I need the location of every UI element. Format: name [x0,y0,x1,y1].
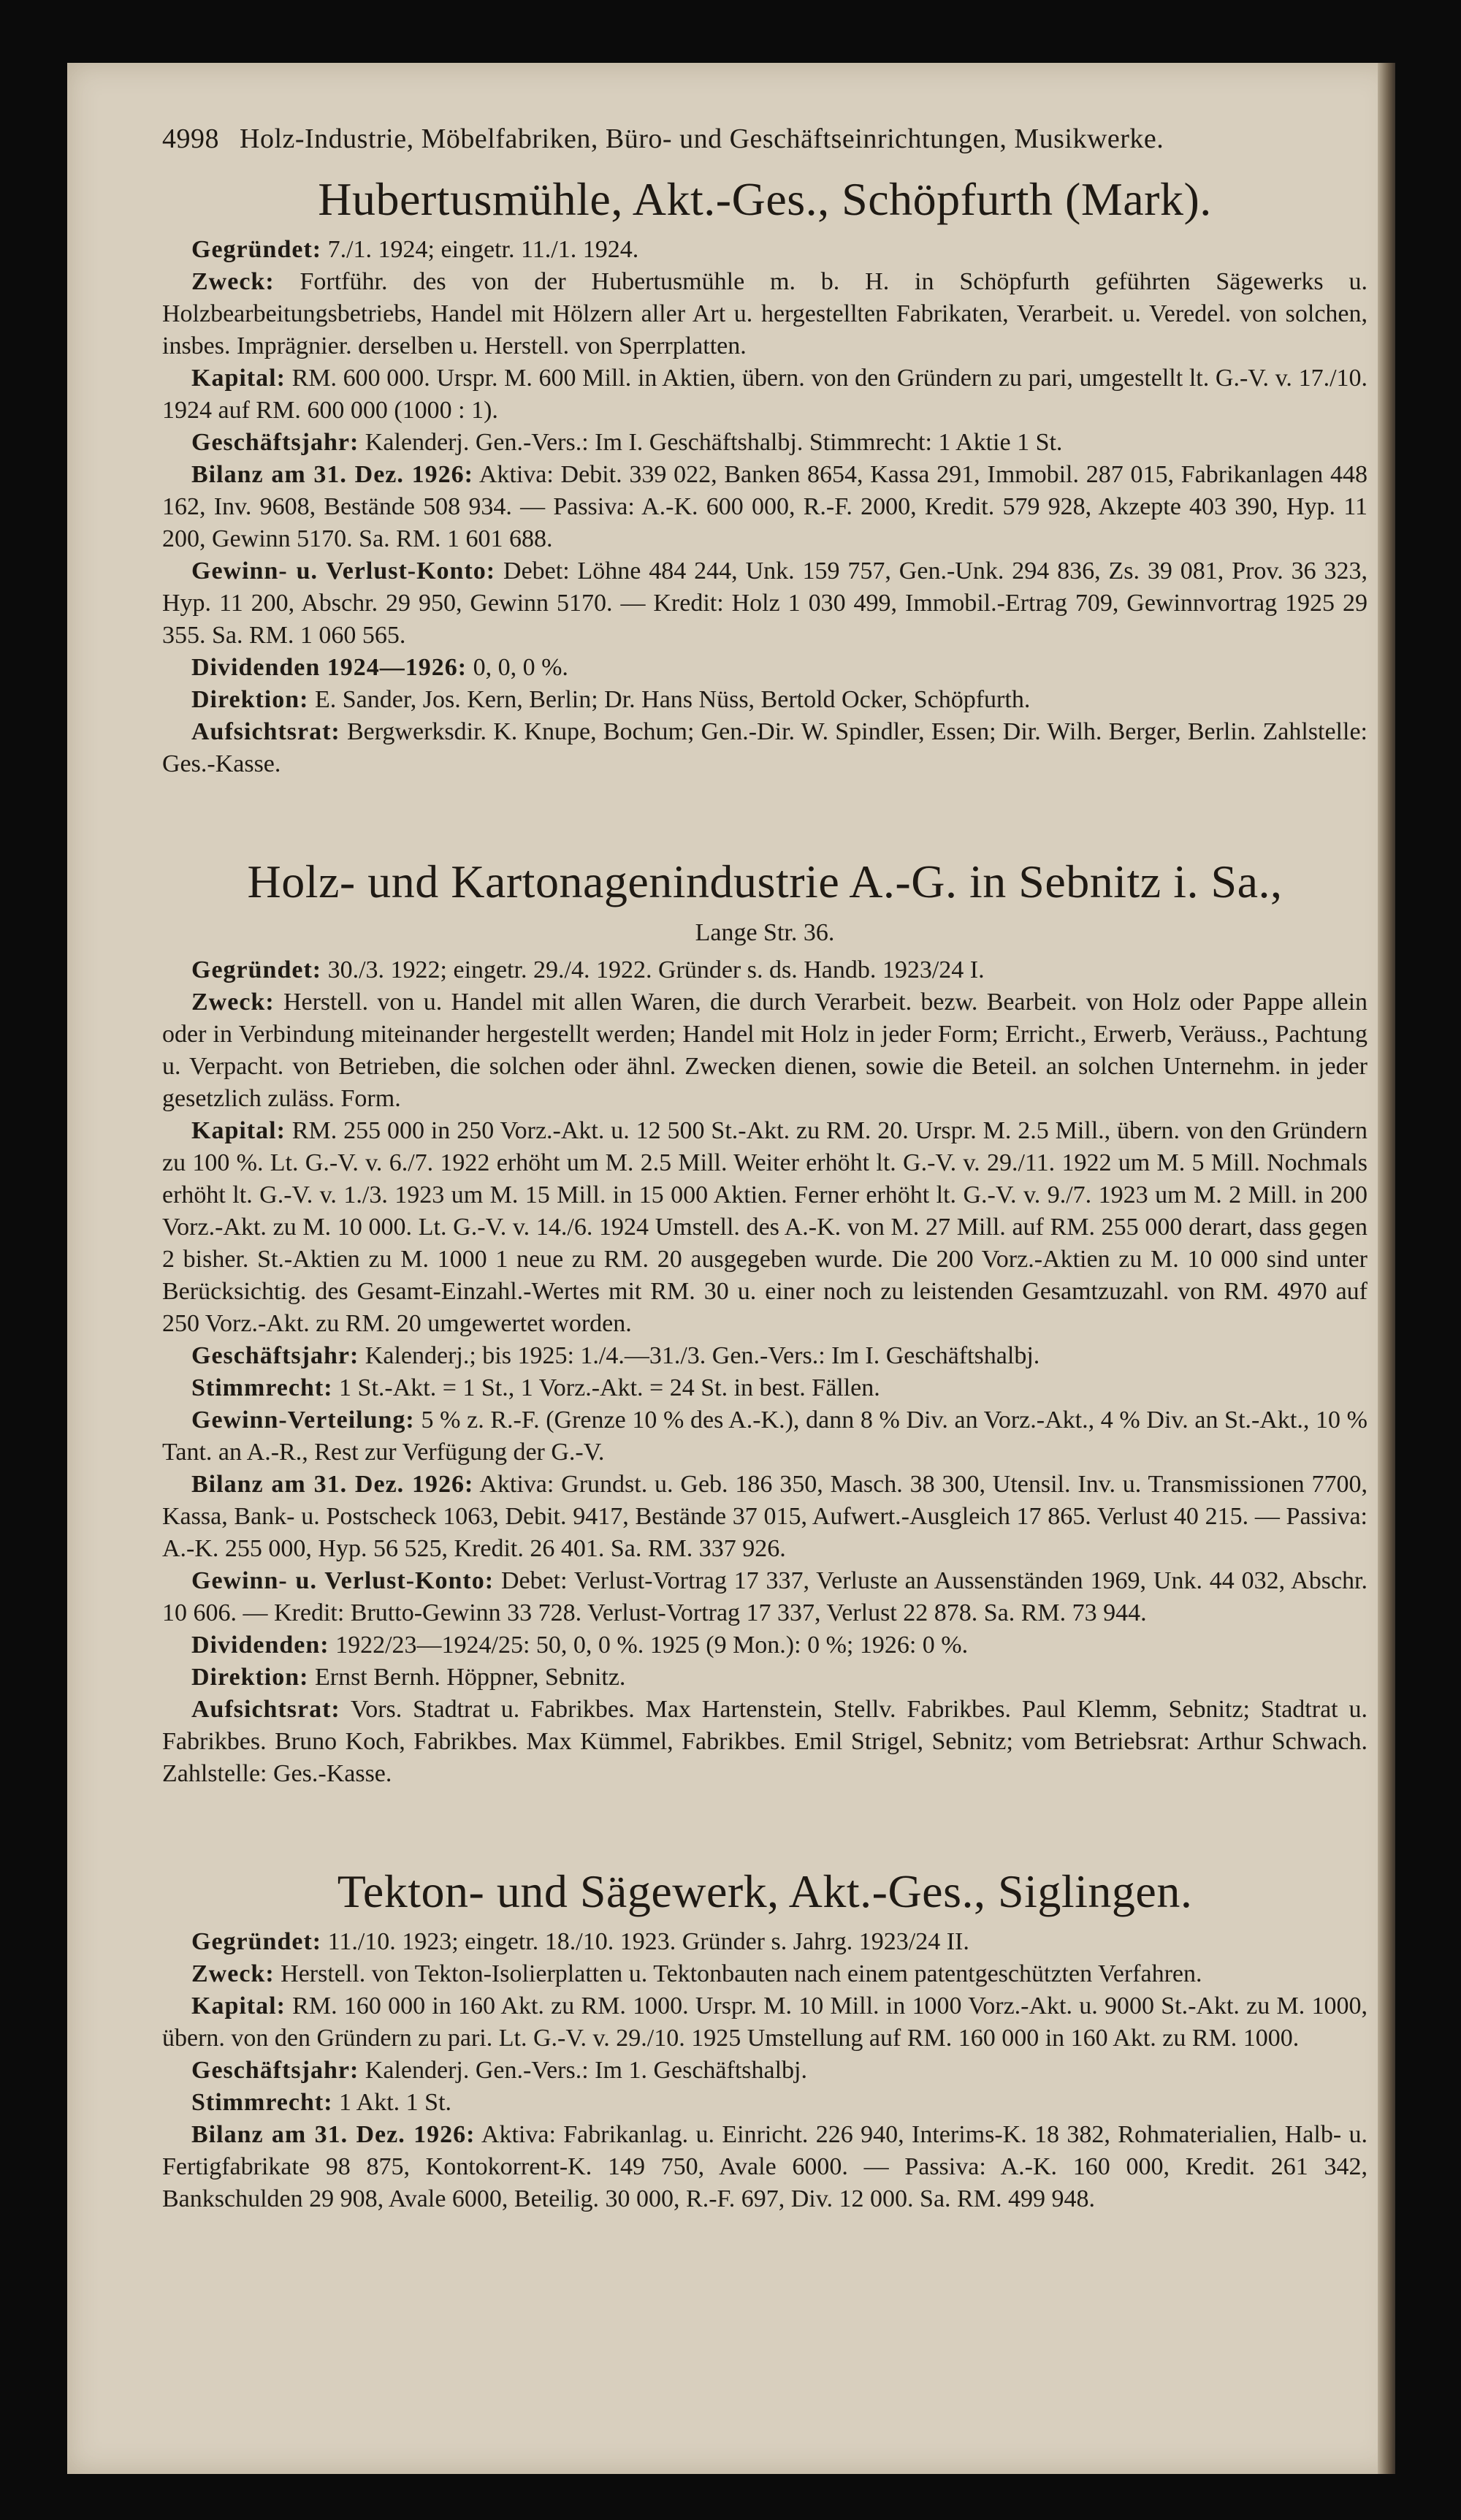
paragraph-label: Stimmrecht: [191,1374,333,1401]
paragraph-label: Zweck: [191,989,275,1016]
paragraph-label: Bilanz am 31. Dez. 1926: [191,461,473,488]
paragraph-label: Aufsichtsrat: [191,1696,340,1723]
paragraph-text: RM. 160 000 in 160 Akt. zu RM. 1000. Urspr. M. 10 Mill. in 1000 Vorz.-Akt. u. 9000 St.-Akt. zu M. 1000, übern. von den Gründern zu pari. Lt. G.-V. v. 29./10. 1925 Umstellung auf RM. 160 000 in 160 Akt. zu RM. 1000. [162,1992,1368,2052]
entry-paragraph [162,427,1367,459]
entry-paragraph [162,555,1367,652]
page-content [162,121,1367,2215]
paragraph-label: Aufsichtsrat: [191,718,340,745]
paragraph-label: Kapital: [191,1992,286,2020]
entry-paragraph [162,266,1367,362]
paragraph-text: Debet: Verlust-Vortrag 17 337, Verluste an Aussenständen 1969, Unk. 44 032, Abschr. 10 606. — Kredit: Brutto-Gewinn 33 728. Verlust-Vortrag 17 337, Verlust 22 878. Sa. RM. 73 944. [162,1567,1367,1626]
paragraph-text: Kalenderj. Gen.-Vers.: Im I. Geschäftshalbj. Stimmrecht: 1 Aktie 1 St. [365,429,1063,456]
paragraph-label: Zweck: [191,268,275,295]
company-entry [162,852,1367,1790]
entry-paragraph [162,459,1367,555]
paragraph-text: 0, 0, 0 %. [473,654,568,681]
running-head [162,121,1367,156]
entry-paragraph [162,1990,1367,2055]
paragraph-label: Gewinn-Verteilung: [191,1406,415,1434]
entry-paragraph [162,1404,1367,1469]
company-address: Lange Str. 36. [695,919,835,946]
paragraph-label: Direktion: [191,1664,309,1691]
paragraph-text: Bergwerksdir. K. Knupe, Bochum; Gen.-Dir. W. Spindler, Essen; Dir. Wilh. Berger, Berlin. Zahlstelle: Ges.-Kasse. [162,718,1367,777]
company-heading: Hubertusmühle, Akt.-Ges., Schöpfurth (Mark). [318,173,1212,225]
book-page [67,63,1395,2474]
paragraph-label: Geschäftsjahr: [191,2057,359,2084]
paragraph-label: Stimmrecht: [191,2089,333,2116]
entry-paragraph [162,1926,1367,1958]
entries [162,170,1367,2215]
entry-paragraph [162,986,1367,1115]
paragraph-text: 5 % z. R.-F. (Grenze 10 % des A.-K.), dann 8 % Div. an Vorz.-Akt., 4 % Div. an St.-Akt., 10 % Tant. an A.-R., Rest zur Verfügung der G.-V. [162,1406,1368,1466]
company-heading: Holz- und Kartonagenindustrie A.-G. in Sebnitz i. Sa., [247,856,1283,907]
entry-paragraph [162,234,1367,266]
entry-paragraph [162,1661,1367,1694]
entry-paragraph [162,1694,1367,1790]
entry-paragraph [162,1469,1367,1565]
paragraph-label: Gegründet: [191,956,322,983]
company-entry [162,1862,1367,2215]
paragraph-text: 7./1. 1924; eingetr. 11./1. 1924. [327,236,639,263]
paragraph-text: Aktiva: Grundst. u. Geb. 186 350, Masch. 38 300, Utensil. Inv. u. Transmissionen 7700, Kassa, Bank- u. Postscheck 1063, Debit. 9417, Bestände 37 015, Aufwert.-Ausgleich 17 865. Verlust 40 215. — Passiva: A.-K. 255 000, Hyp. 56 525, Kredit. 26 401. Sa. RM. 337 926. [162,1471,1368,1562]
entry-paragraph [162,2055,1367,2087]
entry-spacer [162,1790,1367,1849]
entry-paragraph [162,1340,1367,1372]
entry-paragraph [162,1372,1367,1404]
paragraph-label: Zweck: [191,1960,275,1987]
entry-spacer [162,780,1367,839]
entry-paragraph [162,1115,1367,1340]
company-heading: Tekton- und Sägewerk, Akt.-Ges., Siglingen. [337,1865,1193,1917]
paragraph-label: Bilanz am 31. Dez. 1926: [191,2121,476,2148]
paragraph-text: Aktiva: Debit. 339 022, Banken 8654, Kassa 291, Immobil. 287 015, Fabrikanlagen 448 162, Inv. 9608, Bestände 508 934. — Passiva: A.-K. 600 000, R.-F. 2000, Kredit. 579 928, Akzepte 403 390, Hyp. 11 200, Gewinn 5170. Sa. RM. 1 601 688. [162,461,1367,552]
entry-paragraph [162,716,1367,780]
paragraph-text: Vors. Stadtrat u. Fabrikbes. Max Hartenstein, Stellv. Fabrikbes. Paul Klemm, Sebnitz; Stadtrat u. Fabrikbes. Bruno Koch, Fabrikbes. Max Kümmel, Fabrikbes. Emil Strigel, Sebnitz; vom Betriebsrat: Arthur Schwach. Zahlstelle: Ges.-Kasse. [162,1696,1367,1787]
paragraph-text: 1 St.-Akt. = 1 St., 1 Vorz.-Akt. = 24 St. in best. Fällen. [339,1374,880,1401]
entry-paragraph [162,954,1367,986]
entry-paragraph [162,2119,1367,2215]
paragraph-text: Fortführ. des von der Hubertusmühle m. b. H. in Schöpfurth geführten Sägewerks u. Holzbearbeitungsbetriebs, Handel mit Hölzern aller Art u. hergestellten Fabrikaten, Verarbeit. u. Veredel. von solchen, insbes. Imprägnier. derselben u. Herstell. von Sperrplatten. [162,268,1367,359]
paragraph-text: RM. 600 000. Urspr. M. 600 Mill. in Aktien, übern. von den Gründern zu pari, umgestellt lt. G.-V. v. 17./10. 1924 auf RM. 600 000 (1000 : 1). [162,365,1368,424]
paragraph-text: 1922/23—1924/25: 50, 0, 0 %. 1925 (9 Mon.): 0 %; 1926: 0 %. [335,1632,969,1659]
entry-paragraph [162,684,1367,716]
company-entry [162,170,1367,780]
entry-paragraph [162,2087,1367,2119]
paragraph-label: Direktion: [191,686,309,713]
paragraph-text: 30./3. 1922; eingetr. 29./4. 1922. Gründer s. ds. Handb. 1923/24 I. [327,956,985,983]
paragraph-text: Kalenderj. Gen.-Vers.: Im 1. Geschäftshalbj. [365,2057,807,2084]
paragraph-text: 1 Akt. 1 St. [339,2089,452,2116]
paragraph-text: Aktiva: Fabrikanlag. u. Einricht. 226 940, Interims-K. 18 382, Rohmaterialien, Halb- u. Fertigfabrikate 98 875, Kontokorrent-K. 149 750, Avale 6000. — Passiva: A.-K. 160 000, Kredit. 261 342, Bankschulden 29 908, Avale 6000, Beteilig. 30 000, R.-F. 697, Div. 12 000. Sa. RM. 499 948. [162,2121,1368,2212]
paragraph-label: Geschäftsjahr: [191,429,359,456]
page-number: 4998 [162,123,219,154]
entry-paragraph [162,362,1367,427]
entry-paragraph [162,1958,1367,1990]
paragraph-text: RM. 255 000 in 250 Vorz.-Akt. u. 12 500 St.-Akt. zu RM. 20. Urspr. M. 2.5 Mill., übern. von den Gründern zu 100 %. Lt. G.-V. v. 6./7. 1922 erhöht um M. 2.5 Mill. Weiter erhöht lt. G.-V. v. 29./11. 1922 um M. 5 Mill. Nochmals erhöht lt. G.-V. v. 1./3. 1923 um M. 15 Mill. in 15 000 Aktien. Ferner erhöht lt. G.-V. v. 9./7. 1923 um M. 2 Mill. in 200 Vorz.-Akt. zu M. 10 000. Lt. G.-V. v. 14./6. 1924 Umstell. des A.-K. von M. 27 Mill. auf RM. 255 000 derart, dass gegen 2 bisher. St.-Aktien zu M. 1000 1 neue zu RM. 20 ausgegeben wurde. Die 200 Vorz.-Aktien zu M. 10 000 sind unter Berücksichtig. des Gesamt-Einzahl.-Wertes mit RM. 30 u. einer noch zu leistenden Gesamtzuzahl. von RM. 4970 auf 250 Vorz.-Akt. zu RM. 20 umgewertet worden. [162,1117,1367,1337]
paragraph-text: Herstell. von u. Handel mit allen Waren, die durch Verarbeit. bezw. Bearbeit. von Holz oder Pappe allein oder in Verbindung miteinander hergestellt werden; Handel mit Holz in jeder Form; Erricht., Erwerb, Veräuss., Pachtung u. Verpacht. von Betrieben, die solchen oder ähnl. Zwecken dienen, sowie die Beteil. an solchen Unternehm. in jeder gesetzlich zuläss. Form. [162,989,1368,1112]
paragraph-text: Debet: Löhne 484 244, Unk. 159 757, Gen.-Unk. 294 836, Zs. 39 081, Prov. 36 323, Hyp. 11 200, Abschr. 29 950, Gewinn 5170. — Kredit: Holz 1 030 499, Immobil.-Ertrag 709, Gewinnvortrag 1925 29 355. Sa. RM. 1 060 565. [162,557,1367,649]
entry-paragraph [162,1629,1367,1661]
paragraph-label: Bilanz am 31. Dez. 1926: [191,1471,474,1498]
entry-paragraph [162,1565,1367,1629]
paragraph-label: Dividenden: [191,1632,329,1659]
running-head-title: Holz-Industrie, Möbelfabriken, Büro- und Geschäftseinrichtungen, Musikwerke. [240,123,1164,154]
paragraph-text: E. Sander, Jos. Kern, Berlin; Dr. Hans Nüss, Bertold Ocker, Schöpfurth. [314,686,1031,713]
paragraph-label: Gewinn- u. Verlust-Konto: [191,557,496,585]
paragraph-text: Herstell. von Tekton-Isolierplatten u. Tektonbauten nach einem patentgeschützten Verfahren. [281,1960,1202,1987]
paragraph-label: Kapital: [191,1117,286,1144]
paragraph-label: Gegründet: [191,236,322,263]
paragraph-text: Kalenderj.; bis 1925: 1./4.—31./3. Gen.-Vers.: Im I. Geschäftshalbj. [365,1342,1040,1369]
paragraph-text: 11./10. 1923; eingetr. 18./10. 1923. Gründer s. Jahrg. 1923/24 II. [327,1928,969,1955]
paragraph-label: Dividenden 1924—1926: [191,654,468,681]
page-edge [1378,63,1395,2474]
entry-paragraph [162,652,1367,684]
paragraph-text: Ernst Bernh. Höppner, Sebnitz. [314,1664,626,1691]
paragraph-label: Gewinn- u. Verlust-Konto: [191,1567,495,1594]
paragraph-label: Geschäftsjahr: [191,1342,359,1369]
paragraph-label: Gegründet: [191,1928,322,1955]
paragraph-label: Kapital: [191,365,286,392]
